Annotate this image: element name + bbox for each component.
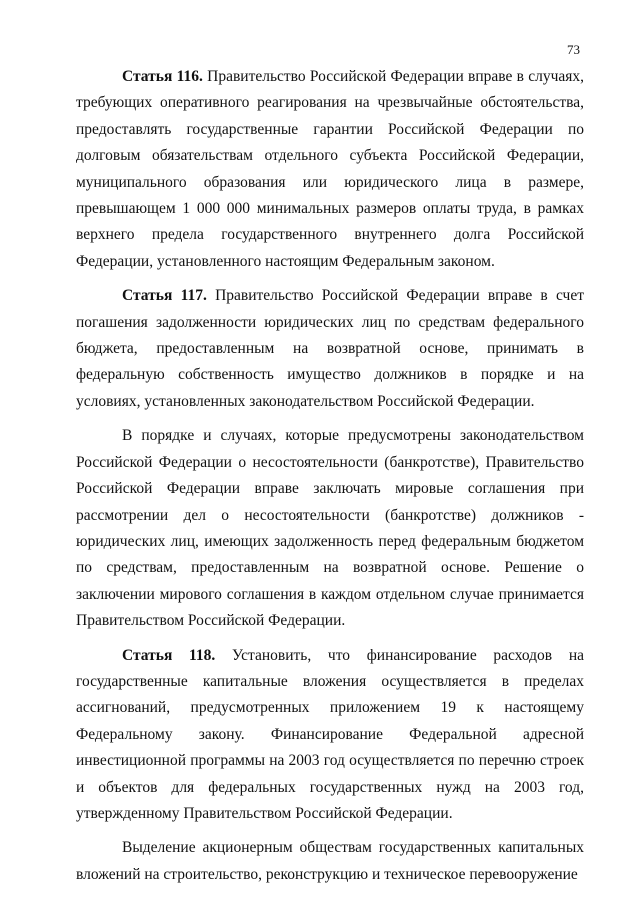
article-117-paragraph	[76, 283, 584, 415]
article-117-label: Статья 117.	[122, 287, 207, 305]
page-number: 73	[567, 42, 580, 57]
article-117-text: Правительство Российской Федерации вправе в счет погашения задолженности юридических лиц по средствам федерального бюджета, предоставленным на возвратной основе, принимать в федеральную собственность имущество должников в порядке и на условиях, установленных законодательством Российской Федерации.	[76, 287, 584, 410]
article-116-label: Статья 116.	[122, 68, 203, 85]
article-118-label: Статья 118.	[122, 646, 216, 664]
article-116-text: Правительство Российской Федерации вправе в случаях, требующих оперативного реагирования на чрезвычайные обстоятельства, предоставлять государственные гарантии Российской Федерации по долговым обязательствам отдельного субъекта Российской Федерации, муниципального образования или юридического лица в размере, превышающем 1 000 000 минимальных размеров оплаты труда, в рамках верхнего предела государственного внутреннего долга Российской Федерации, установленного настоящим Федеральным законом.	[76, 68, 585, 270]
article-116-paragraph	[76, 64, 584, 275]
article-118-part-2-paragraph	[76, 835, 584, 888]
article-118-text: Установить, что финансирование расходов на государственные капитальные вложения осуществляется в пределах ассигнований, предусмотренных приложением 19 к настоящему Федеральному закону. Финансирование Федеральной адресной инвестиционной программы на 2003 год осуществляется по перечню строек и объектов для федеральных государственных нужд на 2003 год, утвержденному Правительством Российской Федерации.	[76, 646, 584, 822]
document-body	[76, 64, 584, 896]
article-117-part-2-text: В порядке и случаях, которые предусмотрены законодательством Российской Федерации о несостоятельности (банкротстве), Правительство Российской Федерации вправе заключать мировые соглашения при рассмотрении дел о несостоятельности (банкротстве) должников - юридических лиц, имеющих задолженность перед федеральным бюджетом по средствам, предоставленным на возвратной основе. Решение о заключении мирового соглашения в каждом отдельном случае принимается Правительством Российской Федерации.	[76, 427, 584, 630]
article-117-part-2-paragraph	[76, 423, 584, 634]
article-118-part-2-text: Выделение акционерным обществам государственных капитальных вложений на строительство, реконструкцию и техническое перевооружение	[76, 839, 584, 883]
article-118-paragraph	[76, 643, 584, 828]
